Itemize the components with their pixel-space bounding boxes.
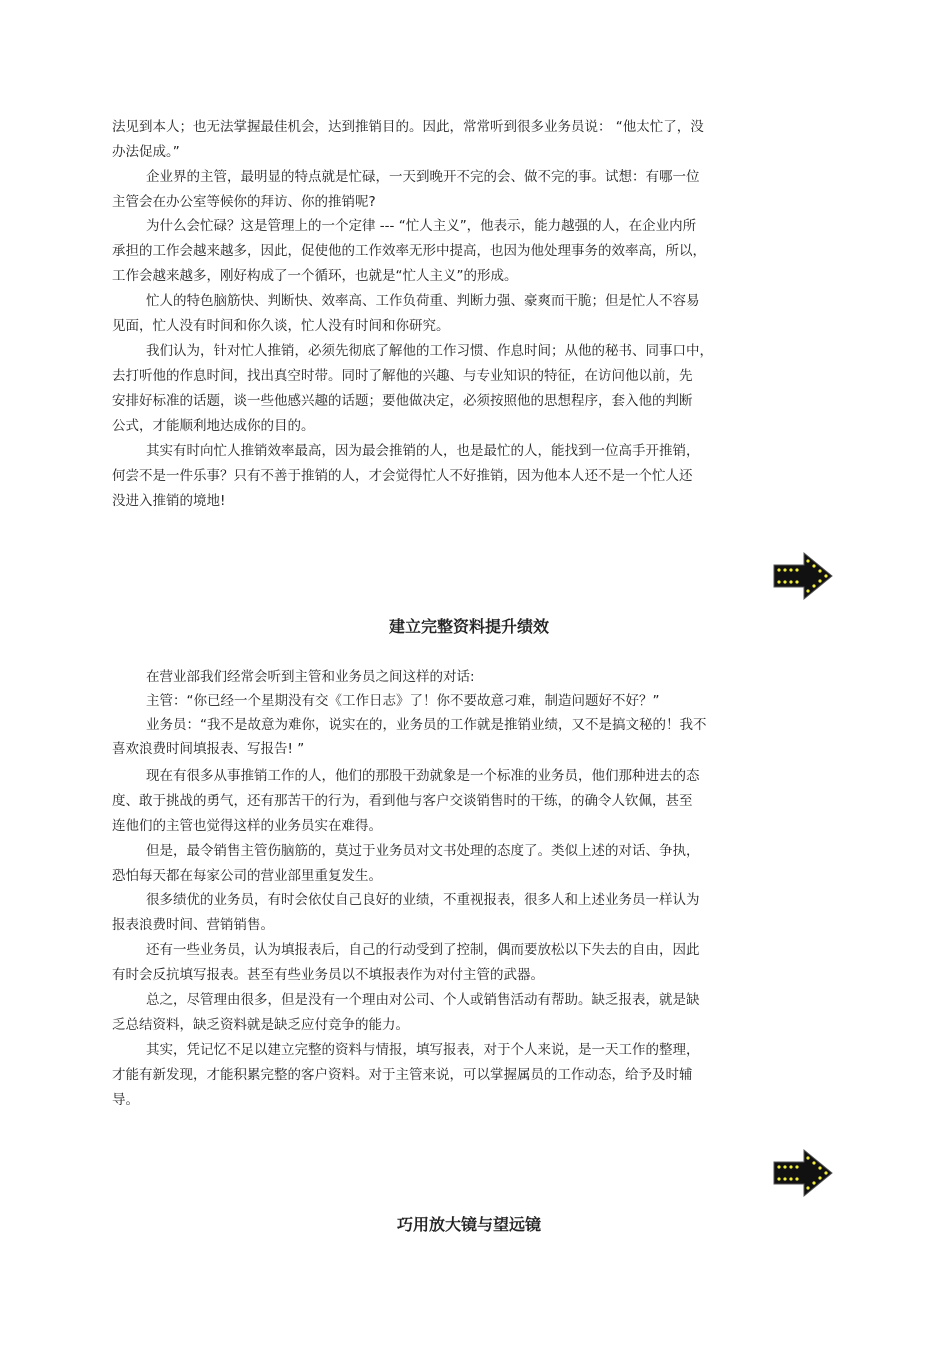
text-line: 才能有新发现，才能积累完整的客户资料。对于主管来说，可以掌握属员的工作动态，给予及时辅 [112,1067,693,1083]
text-line: 公式，才能顺利地达成你的目的。 [112,418,315,434]
right-arrow-icon[interactable] [772,1148,834,1198]
text-line: 其实，凭记忆不足以建立完整的资料与情报，填写报表，对于个人来说，是一天工作的整理， [146,1042,700,1058]
text-line: 去打听他的作息时间，找出真空时带。同时了解他的兴趣、与专业知识的特征，在访问他以前，先 [112,368,693,384]
text-line: 现在有很多从事推销工作的人，他们的那股干劲就象是一个标准的业务员，他们那种进去的态 [146,768,700,784]
text-line: 很多绩优的业务员，有时会依仗自己良好的业绩，不重视报表，很多人和上述业务员一样认为 [146,892,700,908]
text-line: 有时会反抗填写报表。甚至有些业务员以不填报表作为对付主管的武器。 [112,967,544,983]
text-line: 主管会在办公室等候你的拜访、你的推销呢? [112,194,376,210]
section-title: 巧用放大镜与望远镜 [396,1215,541,1234]
text-line: 在营业部我们经常会听到主管和业务员之间这样的对话: [146,669,475,685]
text-line: 恐怕每天都在每家公司的营业部里重复发生。 [112,868,382,884]
text-line: 何尝不是一件乐事？只有不善于推销的人，才会觉得忙人不好推销，因为他本人还不是一个忙人还 [112,468,693,484]
text-line: 连他们的主管也觉得这样的业务员实在难得。 [112,818,382,834]
text-line: 喜欢浪费时间填报表、写报告! ” [112,741,305,757]
text-line: 没进入推销的境地! [112,493,226,509]
text-line: 我们认为，针对忙人推销，必须先彻底了解他的工作习惯、作息时间；从他的秘书、同事口中， [146,343,713,359]
text-line: 但是，最令销售主管伤脑筋的，莫过于业务员对文书处理的态度了。类似上述的对话、争执， [146,843,700,859]
text-line: 还有一些业务员，认为填报表后，自己的行动受到了控制，偶而要放松以下失去的自由，因此 [146,942,700,958]
arrow-shape [774,1150,832,1196]
text-line: 办法促成。” [112,144,180,160]
text-line: 安排好标准的话题，谈一些他感兴趣的话题；要他做决定，必须按照他的思想程序，套入他的判断 [112,393,693,409]
text-line: 法见到本人；也无法掌握最佳机会，达到推销目的。因此，常常听到很多业务员说： “他太忙了，没 [112,119,704,135]
text-line: 见面，忙人没有时间和你久谈，忙人没有时间和你研究。 [112,318,450,334]
text-line: 主管：“你已经一个星期没有交《工作日志》了！你不要故意刁难，制造问题好不好？” [146,693,660,709]
text-line: 导。 [112,1092,139,1108]
section-title: 建立完整资料提升绩效 [388,617,549,636]
arrow-shape [774,553,832,599]
text-line: 报表浪费时间、营销销售。 [112,917,274,933]
text-line: 为什么会忙碌？这是管理上的一个定律 --- “忙人主义”，他表示，能力越强的人，在企业内所 [146,218,697,234]
right-arrow-icon[interactable] [772,551,834,601]
text-line: 乏总结资料，缺乏资料就是缺乏应付竞争的能力。 [112,1017,409,1033]
text-line: 承担的工作会越来越多，因此，促使他的工作效率无形中提高，也因为他处理事务的效率高，所以， [112,243,706,259]
text-line: 工作会越来越多，刚好构成了一个循环，也就是“忙人主义”的形成。 [112,268,518,284]
text-line: 业务员：“我不是故意为难你，说实在的，业务员的工作就是推销业绩，又不是搞文秘的！我不 [146,717,707,733]
text-line: 总之，尽管理由很多，但是没有一个理由对公司、个人或销售活动有帮助。缺乏报表，就是缺 [146,992,700,1008]
text-line: 度、敢于挑战的勇气，还有那苦干的行为，看到他与客户交谈销售时的干练，的确令人钦佩，甚至 [112,793,693,809]
text-line: 忙人的特色脑筋快、判断快、效率高、工作负荷重、判断力强、豪爽而干脆；但是忙人不容易 [146,293,700,309]
text-line: 企业界的主管，最明显的特点就是忙碌，一天到晚开不完的会、做不完的事。试想：有哪一位 [146,169,700,185]
text-line: 其实有时向忙人推销效率最高，因为最会推销的人，也是最忙的人，能找到一位高手开推销， [146,443,700,459]
